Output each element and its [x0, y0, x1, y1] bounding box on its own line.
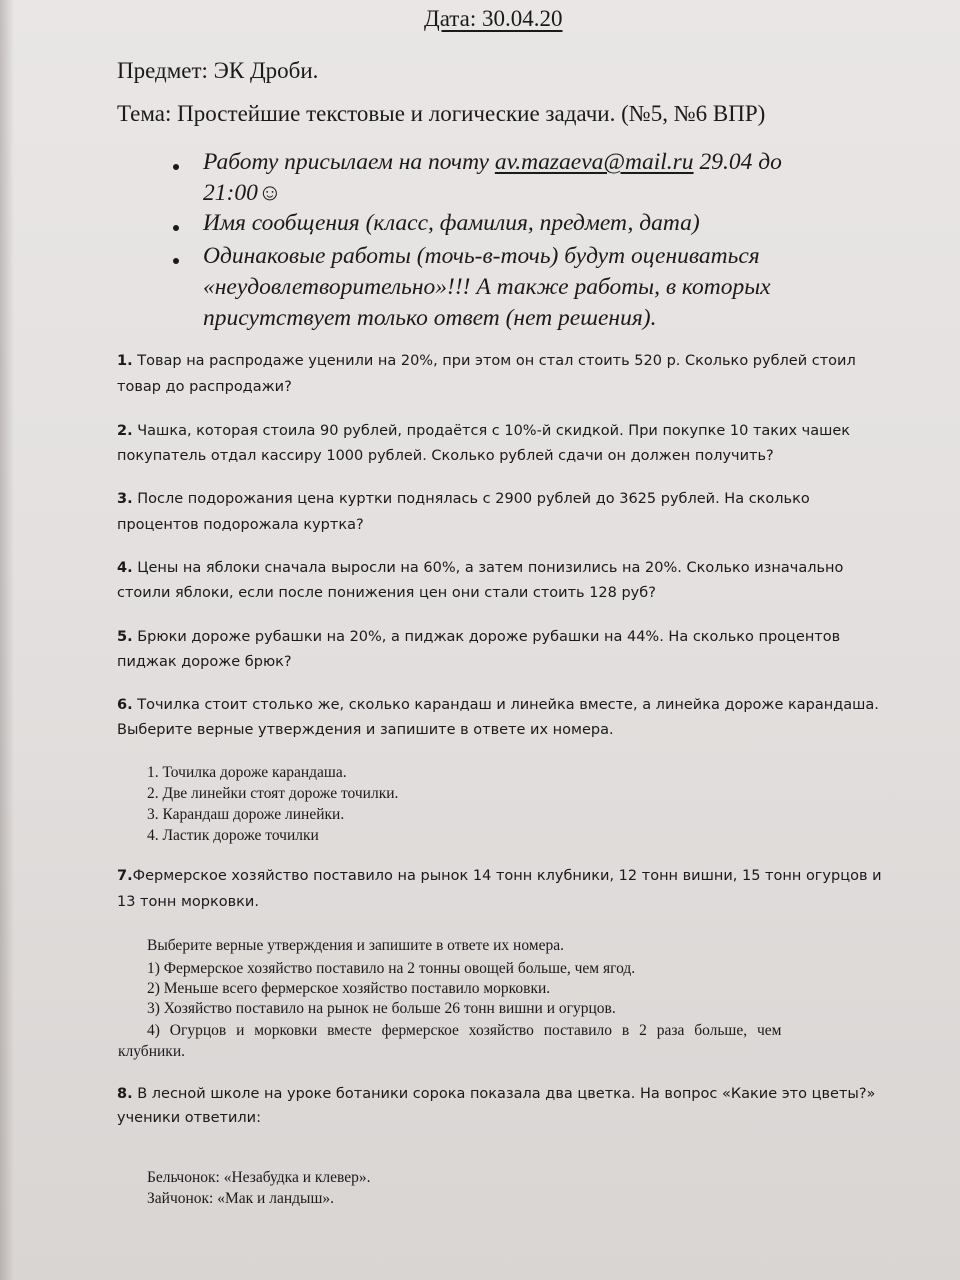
task-number: 7.: [117, 868, 133, 884]
rule-identical-line3: присутствует только ответ (нет решения).: [203, 305, 657, 331]
subject-line: Предмет: ЭК Дроби.: [117, 58, 319, 83]
task-7-option: 1) Фермерское хозяйство поставило на 2 тонны овощей больше, чем ягод.: [147, 960, 636, 977]
task-7-option: 4) Огурцов и морковки вместе фермерское хозяйство поставило в 2 раза больше, чем: [147, 1022, 782, 1039]
task-6-option: 3. Карандаш дороже линейки.: [147, 806, 345, 823]
task-8-answer: Бельчонок: «Незабудка и клевер».: [147, 1169, 371, 1186]
task-8-line1: [117, 1082, 875, 1107]
task-7-line2: 13 тонн морковки.: [117, 894, 259, 910]
rule-message-name: Имя сообщения (класс, фамилия, предмет, дата): [203, 210, 700, 236]
task-number: 4.: [117, 560, 133, 576]
task-number: 6.: [117, 697, 133, 713]
bullet-icon: [173, 225, 179, 231]
task-6-option: 2. Две линейки стоят дороже точилки.: [147, 785, 399, 802]
rule-email-prefix: Работу присылаем на почту: [203, 149, 495, 175]
date-heading: Дата: 30.04.20: [424, 6, 563, 31]
task-3-line2: процентов подорожала куртка?: [117, 517, 364, 533]
bullet-icon: [173, 258, 179, 264]
task-text: Брюки дороже рубашки на 20%, а пиджак дороже рубашки на 44%. На сколько процентов: [132, 629, 841, 645]
task-6-option: 4. Ластик дороже точилки: [147, 827, 319, 844]
task-3-line1: [117, 487, 810, 512]
rule-email: [203, 147, 782, 178]
task-7-option: 2) Меньше всего фермерское хозяйство поставило морковки.: [147, 980, 551, 997]
rule-identical-line1: Одинаковые работы (точь-в-точь) будут оцениваться: [203, 243, 760, 269]
task-2-line1: [117, 419, 850, 444]
bullet-icon: [173, 164, 179, 170]
task-number: 1.: [117, 353, 133, 369]
task-1-line1: [117, 349, 856, 374]
task-number: 2.: [117, 423, 133, 439]
task-text: После подорожания цена куртки поднялась с 2900 рублей до 3625 рублей. На сколько: [132, 491, 810, 507]
task-7-instruction: Выберите верные утверждения и запишите в ответе их номера.: [147, 937, 564, 954]
task-6-option: 1. Точилка дороже карандаша.: [147, 764, 347, 781]
task-text: Товар на распродаже уценили на 20%, при этом он стал стоить 520 р. Сколько рублей стоил: [132, 353, 856, 369]
task-7-option-continuation: клубники.: [118, 1043, 185, 1060]
task-text: Фермерское хозяйство поставило на рынок 14 тонн клубники, 12 тонн вишни, 15 тонн огурцов и: [132, 868, 882, 884]
task-5-line2: пиджак дороже брюк?: [117, 654, 292, 670]
task-text: Цены на яблоки сначала выросли на 60%, а затем понизились на 20%. Сколько изначально: [132, 560, 844, 576]
rule-deadline: 21:00☺: [203, 180, 282, 206]
task-7-line1: [117, 864, 882, 889]
rule-email-suffix: 29.04 до: [693, 149, 782, 175]
page-edge-shadow: [0, 0, 14, 1280]
task-text: Точилка стоит столько же, сколько карандаш и линейка вместе, а линейка дороже карандаша.: [132, 697, 879, 713]
task-text: В лесной школе на уроке ботаники сорока показала два цветка. На вопрос «Какие это цветы?»: [132, 1086, 876, 1102]
task-8-answer: Зайчонок: «Мак и ландыш».: [147, 1190, 334, 1207]
task-5-line1: [117, 625, 840, 650]
task-6-line2: Выберите верные утверждения и запишите в ответе их номера.: [117, 722, 614, 738]
task-4-line2: стоили яблоки, если после понижения цен они стали стоить 128 руб?: [117, 585, 656, 601]
task-6-line1: [117, 693, 879, 718]
rule-identical-line2: «неудовлетворительно»!!! А также работы, в которых: [203, 274, 771, 300]
task-number: 3.: [117, 491, 133, 507]
topic-line: Тема: Простейшие текстовые и логические задачи. (№5, №6 ВПР): [117, 101, 766, 126]
task-2-line2: покупатель отдал кассиру 1000 рублей. Сколько рублей сдачи он должен получить?: [117, 448, 774, 464]
task-number: 8.: [117, 1086, 133, 1102]
email-link[interactable]: av.mazaeva@mail.ru: [494, 149, 694, 175]
task-4-line1: [117, 556, 843, 581]
task-7-option: 3) Хозяйство поставило на рынок не больше 26 тонн вишни и огурцов.: [147, 1000, 616, 1017]
task-1-line2: товар до распродажи?: [117, 379, 292, 395]
task-number: 5.: [117, 629, 133, 645]
task-8-line2: ученики ответили:: [117, 1110, 261, 1126]
task-text: Чашка, которая стоила 90 рублей, продаётся с 10%-й скидкой. При покупке 10 таких чашек: [132, 423, 851, 439]
